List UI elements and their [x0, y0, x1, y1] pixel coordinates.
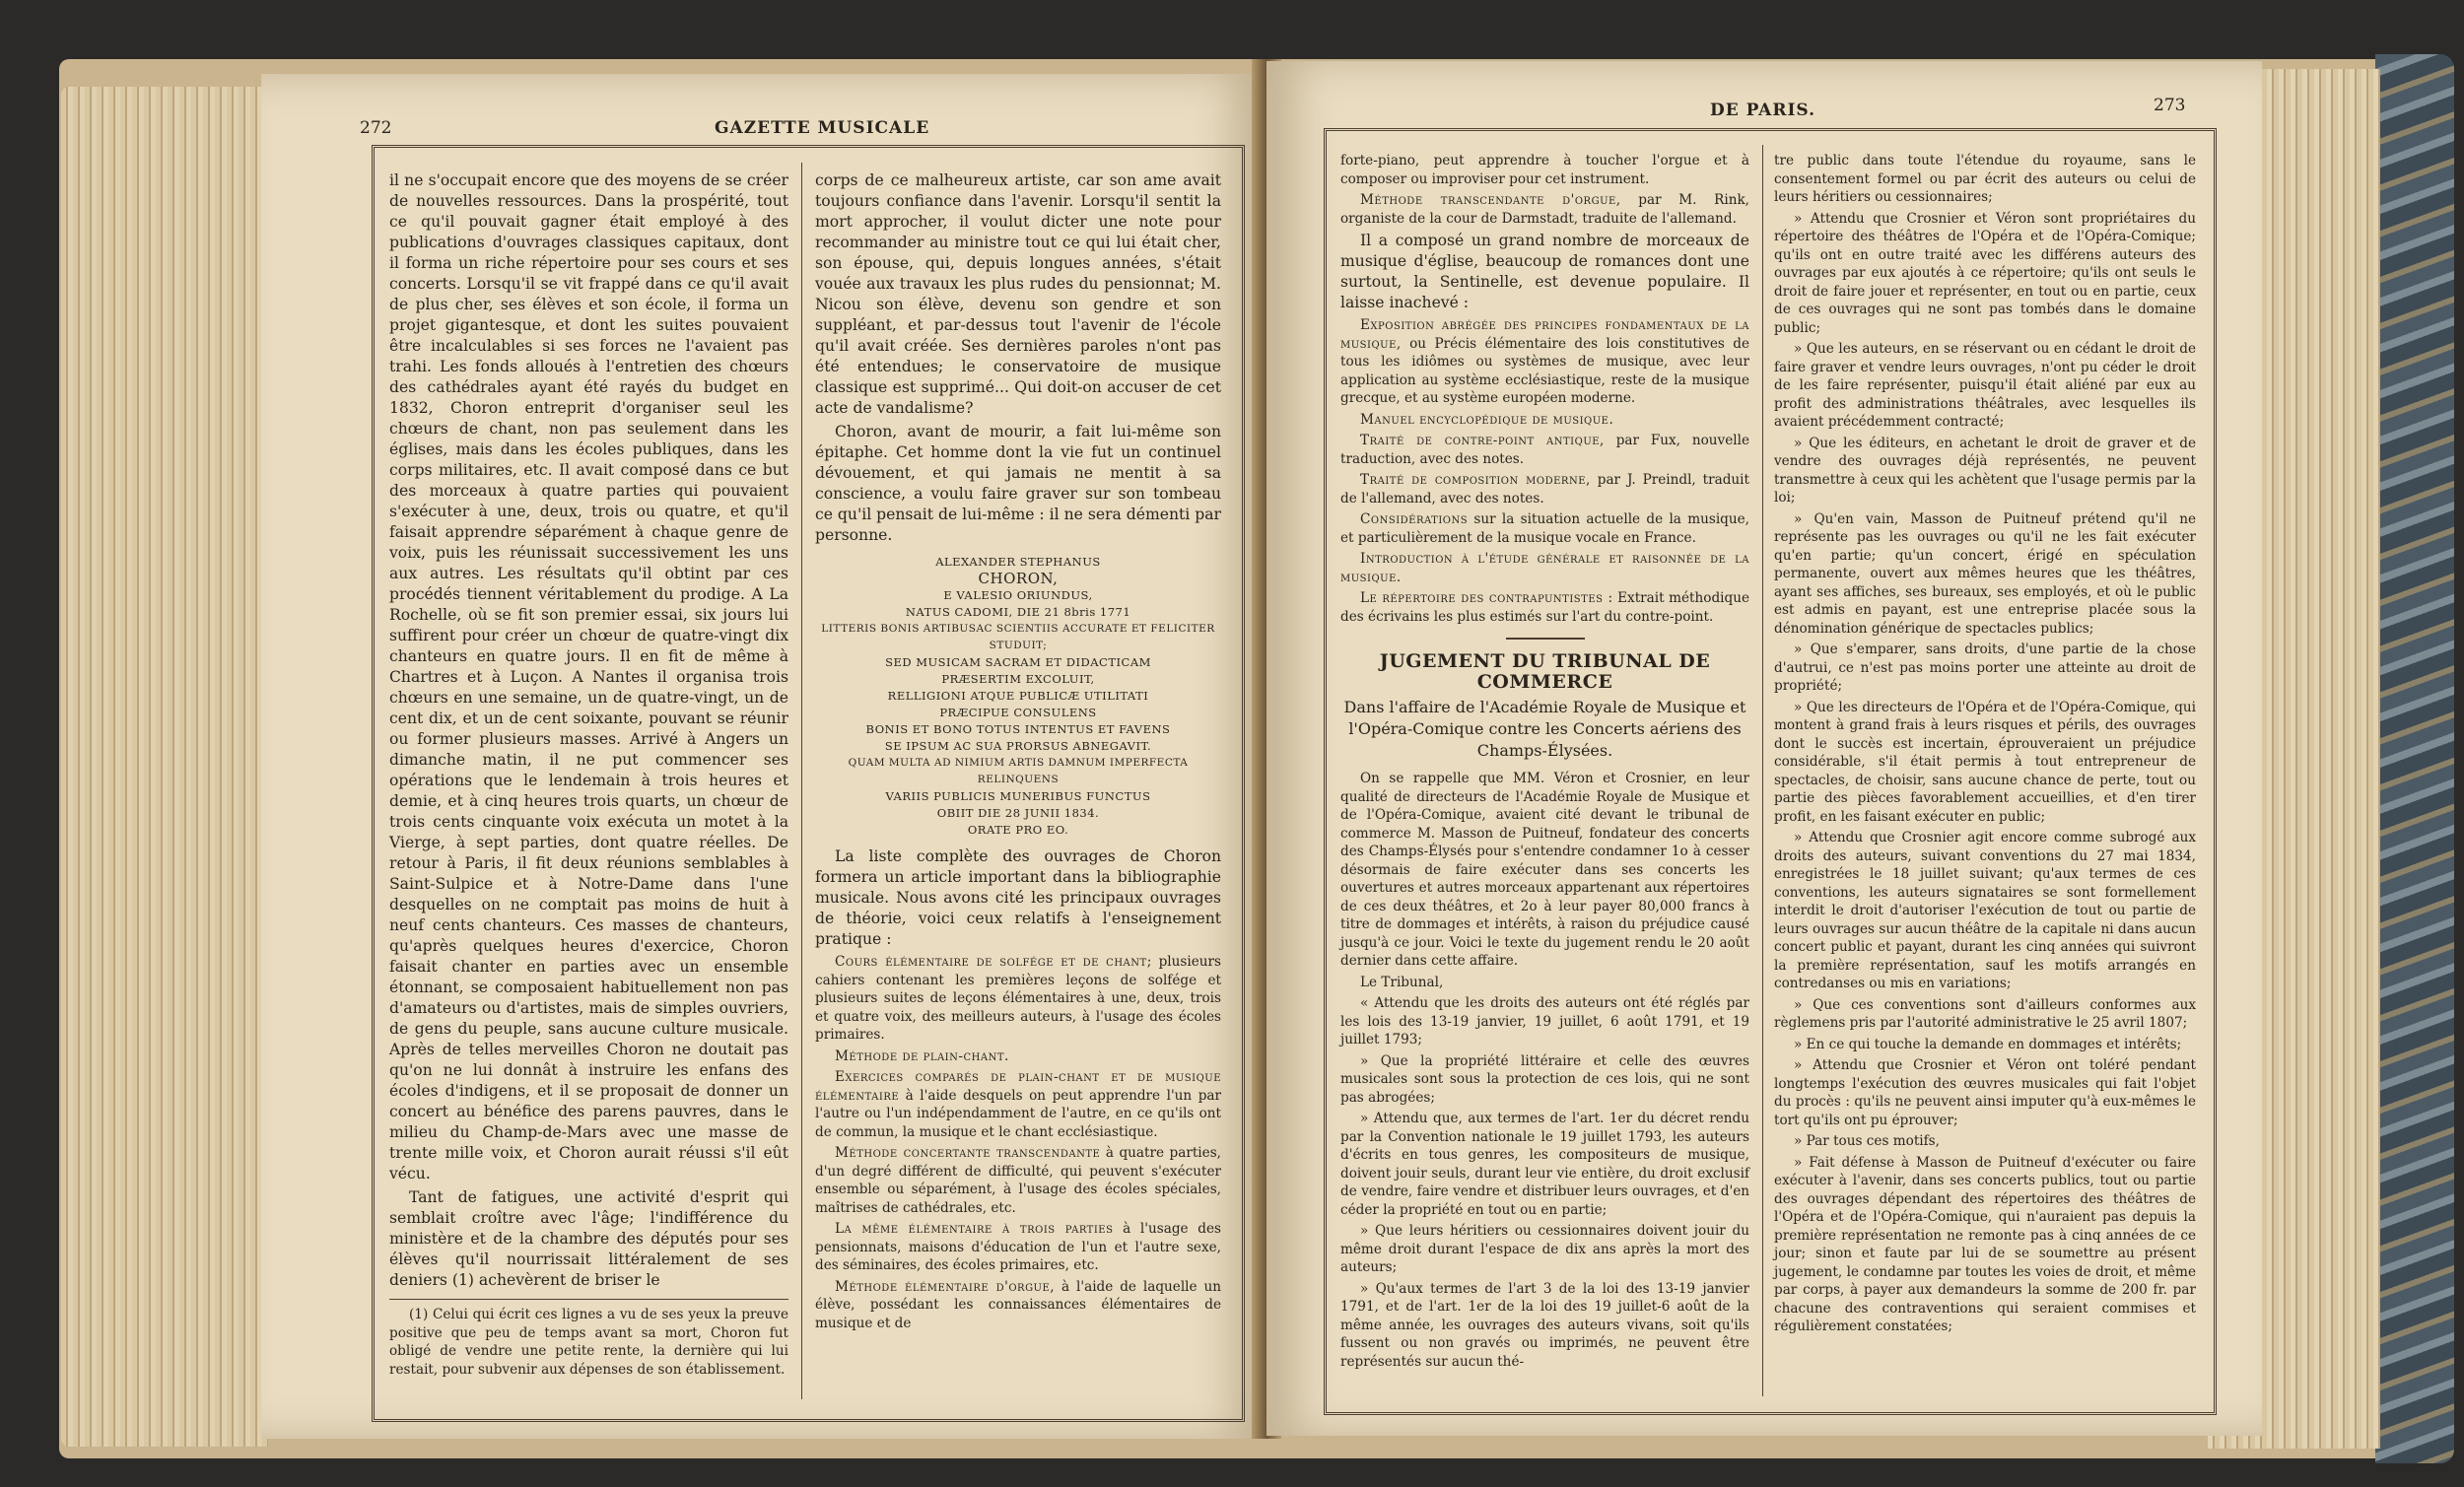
work-desc: à l'aide desquels on peut apprendre l'un par l'autre ou l'un indépendamment de l'autre, en ce qu'ils ont de commun, la musique et le chant ecclésiastique.	[815, 1087, 1221, 1140]
work-desc: par Fux, nouvelle traduction, avec des notes.	[1340, 433, 1749, 467]
epitaph-line: BONIS ET BONO TOTUS INTENTUS ET FAVENS	[865, 722, 1171, 736]
work-title: Exposition abrégée des principes fondamentaux de la musique,	[1340, 317, 1749, 352]
work-title: Cours élémentaire de solfége et de chant;	[835, 954, 1152, 970]
paragraph: » Qu'aux termes de l'art 3 de la loi des 13-19 janvier 1791, et de l'art. 1er de la loi des 19 juillet-6 août de la même année, les ouvrages des auteurs vivans, soit qu'ils fussent ou non gravés ou imprimés, ne peuvent être représentés sur aucun thé-	[1340, 1280, 1749, 1370]
work-entry	[815, 1144, 1221, 1217]
paragraph: » Attendu que Crosnier agit encore comme subrogé aux droits des auteurs, suivant conventions du 27 mai 1834, enregistrées le 18 juillet suivant; qu'aux termes de ces conventions, les auteurs signataires se sont formellement interdit le droit d'autoriser l'exécution de tout ou partie de leurs ouvrages sur aucun théâtre de la capitale ni dans aucun concert public et payant, durant les cinq années qui suivront la première représentation, sauf les motifs arrangés en contredanses ou mis en variations;	[1774, 830, 2196, 991]
paragraph: » Qu'en vain, Masson de Puitneuf prétend qu'il ne représente pas les ouvrages ou qu'il ne les fait exécuter qu'en partie; qu'un concert, érigé en spéculation permanente, ouvert aux mêmes heures que les théâtres, ayant ses affiches, ses bureaux, ses employés, et où le public est admis en payant, est une entreprise placée sous la dénomination générique de spectacles publics;	[1774, 510, 2196, 637]
work-entry	[1340, 510, 1749, 547]
work-title: Méthode concertante transcendante	[835, 1145, 1101, 1161]
footnote-rule	[389, 1299, 788, 1300]
paragraph: On se rappelle que MM. Véron et Crosnier, en leur qualité de directeurs de l'Académie Royale de Musique et de l'Opéra-Comique, avaient cité devant le tribunal de commerce M. Masson de Puitneuf, fondateur des concerts des Champs-Élysés pour s'entendre condamner 1o à cesser désormais de faire exécuter dans ses concerts les ouvertures et autres morceaux appartenant aux répertoires de ces deux théâtres, et 2o à leur payer 80,000 francs à titre de dommages et intérêts, à raison du préjudice causé jusqu'à ce jour. Voici le texte du jugement rendu le 20 août dernier dans cette affaire.	[1340, 771, 1749, 969]
epitaph-line: RELLIGIONI ATQUE PUBLICÆ UTILITATI	[887, 689, 1149, 703]
running-head-right: DE PARIS.	[1710, 101, 1816, 120]
work-desc: à l'usage des pensionnats, maisons d'éducation de l'un et l'autre sexe, des séminaires, des écoles primaires, etc.	[815, 1221, 1221, 1273]
work-title: Exercices comparés de plain-chant et de musique élémentaire	[815, 1069, 1221, 1104]
paragraph: Tant de fatigues, une activité d'esprit qui semblait croître avec l'âge; l'indifférence du ministère et de la chambre des députés pour ses élèves qu'il nourrissait littéralement de ses deniers (1) achevèrent de briser le	[389, 1188, 788, 1289]
work-entry	[815, 1278, 1221, 1333]
epitaph	[815, 554, 1221, 839]
paragraph: Choron, avant de mourir, a fait lui-même son épitaphe. Cet homme dont la vie fut un continuel dévouement, et qui jamais ne mentit à sa conscience, a voulu faire graver sur son tombeau ce qu'il pensait de lui-même : il ne sera démenti par personne.	[815, 423, 1221, 544]
work-desc: Extrait méthodique des écrivains les plus estimés sur l'art du contre-point.	[1340, 590, 1750, 625]
paragraph: Le Tribunal,	[1360, 974, 1444, 990]
left-page-edges	[61, 87, 268, 1447]
paragraph: » Que les directeurs de l'Opéra et de l'Opéra-Comique, qui montent à grand frais à leurs risques et périls, des ouvrages dont le succès est incertain, éprouveraient un préjudice considérable, s'il était permis à tout entrepreneur de spectacles, de choisir, sans aucune chance de perte, tout ou partie des pièces favorablement accueillies, et d'en tirer profit, en les faisant exécuter en public;	[1774, 699, 2196, 825]
epitaph-line: ORATE PRO EO.	[967, 823, 1069, 837]
marbled-cover	[2375, 54, 2454, 1463]
work-title: Traité de contre-point antique,	[1360, 433, 1605, 448]
paragraph: » Que la propriété littéraire et celle des œuvres musicales sont sous la protection de ces lois, qui ne sont pas abrogées;	[1340, 1052, 1749, 1106]
paragraph: corps de ce malheureux artiste, car son ame avait toujours confiance dans l'avenir. Lorsqu'il sentit la mort approcher, il voulut dicter une note pour recommander au ministre tout ce qui lui était cher, son épouse, qui, depuis longues années, s'était vouée aux travaux les plus rudes du pensionnat; M. Nicou son élève, devenu son gendre et son suppléant, et par-dessus tout l'avenir de l'école qu'il avait créée. Ses dernières paroles n'ont pas été entendues; le conservatoire de musique classique est supprimé... Qui doit-on accuser de cet acte de vandalisme?	[815, 171, 1221, 417]
epitaph-line: QUAM MULTA AD NIMIUM ARTIS DAMNUM IMPERFECTA RELINQUENS	[848, 757, 1189, 785]
work-title: La même élémentaire à trois parties	[835, 1221, 1114, 1237]
left-column-2	[815, 170, 1221, 1335]
paragraph: Il a composé un grand nombre de morceaux de musique d'église, beaucoup de romances dont une surtout, la Sentinelle, est devenue populaire. Il laisse inachevé :	[1340, 232, 1749, 311]
judgment-subheading: Dans l'affaire de l'Académie Royale de Musique et l'Opéra-Comique contre les Concerts aériens des Champs-Élysées.	[1343, 698, 1746, 760]
work-entry	[1340, 550, 1749, 586]
work-entry	[1340, 316, 1749, 408]
paragraph: » Que ces conventions sont d'ailleurs conformes aux règlemens pris par l'autorité administrative le 25 avril 1807;	[1774, 996, 2196, 1031]
running-head-left: GAZETTE MUSICALE	[715, 118, 930, 138]
paragraph: » Attendu que Crosnier et Véron sont propriétaires du répertoire des théâtres de l'Opéra et de l'Opéra-Comique; qu'ils ont en outre traité avec les différens auteurs des ouvrages par eux ajoutés à ce répertoire; qu'ils ont seuls le droit de faire jouer et représenter, en tout ou en partie, ceux de ces ouvrages qui ne sont pas tombés dans le domaine public;	[1774, 210, 2196, 336]
right-page	[1266, 61, 2262, 1436]
right-column-1	[1340, 152, 1749, 1374]
epitaph-line: PRÆCIPUE CONSULENS	[939, 706, 1097, 719]
work-entry	[815, 953, 1221, 1045]
work-title: Traité de composition moderne,	[1360, 472, 1591, 488]
epitaph-line: NATUS CADOMI, DIE 21 8bris 1771	[905, 605, 1131, 619]
judgment-heading: JUGEMENT DU TRIBUNAL DE COMMERCE	[1379, 650, 1711, 693]
footnote: (1) Celui qui écrit ces lignes a vu de ses yeux la preuve positive que peu de temps avant sa mort, Choron fut obligé de vendre une petite rente, la dernière qui lui restait, pour subvenir aux dépenses de son établissement.	[389, 1307, 788, 1378]
work-title: Manuel encyclopédique de musique.	[1360, 411, 1614, 428]
page-number-left: 272	[360, 118, 392, 138]
epitaph-line: LITTERIS BONIS ARTIBUSAC SCIENTIIS ACCURATE ET FELICITER STUDUIT;	[821, 623, 1215, 651]
work-entry	[1340, 471, 1749, 507]
epitaph-line: CHORON,	[978, 570, 1059, 587]
epitaph-line: PRÆSERTIM EXCOLUIT,	[941, 672, 1095, 686]
right-column-rule	[1762, 145, 1763, 1396]
work-desc: à quatre parties, d'un degré différent de difficulté, qui peuvent s'exécuter ensemble ou séparément, à l'usage des écoles spéciales, maîtrises de cathédrales, etc.	[815, 1145, 1221, 1216]
paragraph: « Attendu que les droits des auteurs ont été réglés par les lois des 13-19 janvier, 19 juillet, 6 août 1791, et 19 juillet 1793;	[1340, 995, 1749, 1048]
epitaph-line: SE IPSUM AC SUA PRORSUS ABNEGAVIT.	[884, 739, 1152, 753]
work-entry	[1340, 589, 1749, 626]
work-entry	[1340, 432, 1749, 468]
paragraph: La liste complète des ouvrages de Choron formera un article important dans la bibliographie musicale. Nous avons cité les principaux ouvrages de théorie, voici ceux relatifs à l'enseignement pratique :	[815, 847, 1221, 948]
work-desc: ou Précis élémentaire des lois constitutives de tous les idiômes ou systèmes de musique, avec leur application au système ecclésiastique, reste de la musique grecque, et au système européen moderne.	[1340, 335, 1749, 406]
paragraph: » Que s'emparer, sans droits, d'une partie de la chose d'autrui, ce n'est pas moins porter une atteinte au droit de propriété;	[1774, 642, 2196, 694]
work-entry	[1340, 411, 1749, 430]
work-entry	[815, 1048, 1221, 1066]
work-title: Méthode transcendante d'orgue,	[1360, 192, 1621, 208]
work-entry	[815, 1220, 1221, 1275]
left-column-1	[389, 170, 788, 1382]
work-title: Le répertoire des contrapuntistes :	[1360, 590, 1613, 606]
work-desc: plusieurs cahiers contenant les premières leçons de solfége et plusieurs suites de leçons élémentaires à une, deux, trois et quatre voix, des meilleurs auteurs, à l'usage des écoles primaires.	[815, 954, 1221, 1043]
paragraph: » Que les auteurs, en se réservant ou en cédant le droit de faire graver et vendre leurs ouvrages, n'ont pu céder le droit de les faire représenter, puisqu'il était aliéné par eux au profit des administrations théâtrales, avec lesquelles ils avaient précédemment contracté;	[1774, 341, 2196, 430]
epitaph-line: OBIIT DIE 28 JUNII 1834.	[936, 806, 1100, 820]
epitaph-line: SED MUSICAM SACRAM ET DIDACTICAM	[885, 655, 1151, 669]
epitaph-line: ALEXANDER STEPHANUS	[935, 555, 1101, 569]
work-title: Méthode de plain-chant.	[835, 1048, 1009, 1064]
left-column-rule	[801, 163, 802, 1399]
work-title: Considérations	[1360, 511, 1469, 527]
right-column-2	[1774, 152, 2196, 1339]
work-desc: à l'aide de laquelle un élève, possédant les connaissances élémentaires de musique et de	[815, 1278, 1221, 1331]
page-number-right: 273	[2154, 96, 2186, 115]
epitaph-line: E VALESIO ORIUNDUS,	[943, 588, 1093, 602]
work-title: Introduction à l'étude générale et raisonnée de la musique.	[1340, 551, 1749, 585]
work-entry	[815, 1068, 1221, 1141]
work-entry	[1340, 191, 1749, 228]
paragraph: » Que leurs héritiers ou cessionnaires doivent jouir du même droit durant l'espace de dix ans après la mort des auteurs;	[1340, 1223, 1749, 1275]
paragraph: » Attendu que, aux termes de l'art. 1er du décret rendu par la Convention nationale le 19 juillet 1793, les auteurs d'écrits en tous genres, les compositeurs de musique, doivent jouir seuls, durant leur vie entière, du droit exclusif de vendre, faire vendre et distribuer leurs ouvrages, et d'en céder la propriété en tout ou en partie;	[1340, 1111, 1749, 1218]
paragraph: » Par tous ces motifs,	[1794, 1133, 1940, 1149]
paragraph: tre public dans toute l'étendue du royaume, sans le consentement formel ou par écrit des auteurs ou celui de leurs héritiers ou cessionnaires;	[1774, 153, 2196, 205]
work-title: Méthode élémentaire d'orgue,	[835, 1278, 1056, 1295]
section-divider	[1506, 638, 1585, 640]
epitaph-line: VARIIS PUBLICIS MUNERIBUS FUNCTUS	[885, 789, 1151, 803]
paragraph: il ne s'occupait encore que des moyens de se créer de nouvelles ressources. Dans la prospérité, tout ce qu'il pouvait gagner était employé à des publications d'ouvrages classiques capitaux, dont il forma un riche répertoire pour ses cours et ses concerts. Lorsqu'il se vit frappé dans ce qu'il avait de plus cher, ses élèves et son école, il forma un projet gigantesque, et dont les suites pouvaient être incalculables si ses forces ne l'avaient pas trahi. Les fonds alloués à l'entretien des chœurs des cathédrales ayant été rayés du budget en 1832, Choron entreprit d'organiser seul les chœurs de chant, non pas seulement dans les églises, mais dans les écoles publiques, dans les corps militaires, etc. Il avait composé dans ce but des morceaux à quatre parties qui pouvaient s'exécuter à une, deux, trois ou quatre, et qu'il faisait apprendre séparément à chaque genre de voix, puis les réunissait successivement les uns aux autres. Les résultats qu'il obtint par ces procédés tiennent véritablement du prodige. A La Rochelle, où se fit son premier essai, six jours lui suffirent pour créer un chœur de quatre-vingt dix chanteurs en quatre jours. Il en fit de même à Chartres et à Luçon. A Nantes il organisa trois chœurs en une semaine, un de quatre-vingt, un de cent dix, et un de cent soixante, pouvant se réunir ou former plusieurs masses. Arrivé à Angers un dimanche matin, il ne put commencer ses opérations que le lendemain à trois heures et demie, et à cinq heures trois quarts, un chœur de trois cents cinquante voix exécuta un motet à la Vierge, à sept parties, dont quatre réelles. De retour à Paris, il fit deux réunions semblables à Saint-Sulpice et à Notre-Dame dans l'une desquelles on ne comptait pas moins de huit à neuf cents chanteurs. Ces masses de chanteurs, qu'après quelques heures d'exercice, Choron faisait chanter en parties avec un ensemble étonnant, se composaient habituellement non pas d'amateurs ou d'artistes, mais de simples ouvriers, de gens du peuple, sans aucune culture musicale. Après de telles merveilles Choron ne doutait pas qu'on ne lui donnât à instruire les enfans des écoles d'indigens, et il se proposait de donner un concert au bénéfice des parens pauvres, dans le milieu du Champ-de-Mars avec une masse de trente mille voix, et Choron aurait réussi s'il eût vécu.	[389, 171, 788, 1183]
work-desc: par M. Rink, organiste de la cour de Darmstadt, traduite de l'allemand.	[1340, 192, 1750, 227]
paragraph: » En ce qui touche la demande en dommages et intérêts;	[1794, 1036, 2182, 1052]
paragraph: » Fait défense à Masson de Puitneuf d'exécuter ou faire exécuter à l'avenir, dans ses concerts publics, tout ou partie des ouvrages dépendant des répertoires des théâtres de l'Opéra et de l'Opéra-Comique, qui n'auraient pas depuis la première représentation ne remonte pas à cinq années de ce jour; sinon et faute par lui de se soumettre au présent jugement, le condamne par toutes les voies de droit, et même par corps, à payer aux demandeurs la somme de 200 fr. par chacune des contraventions qui seraient commises et régulièrement constatées;	[1774, 1154, 2196, 1334]
left-page	[261, 74, 1262, 1439]
work-desc: sur la situation actuelle de la musique, et particulièrement de la musique vocale en France.	[1340, 511, 1749, 546]
paragraph: forte-piano, peut apprendre à toucher l'orgue et à composer ou improviser pour cet instrument.	[1340, 153, 1749, 187]
paragraph: » Que les éditeurs, en achetant le droit de graver et de vendre des ouvrages déjà représentés, ne peuvent transmettre à ceux qui les achètent que l'usage permis par la loi;	[1774, 435, 2196, 506]
paragraph: » Attendu que Crosnier et Véron ont toléré pendant longtemps l'exécution des œuvres musicales qui fait l'objet du procès : qu'ils ne peuvent ainsi imputer qu'à eux-mêmes le tort qu'ils ont pu éprouver;	[1774, 1057, 2196, 1128]
work-desc: par J. Preindl, traduit de l'allemand, avec des notes.	[1340, 472, 1749, 507]
